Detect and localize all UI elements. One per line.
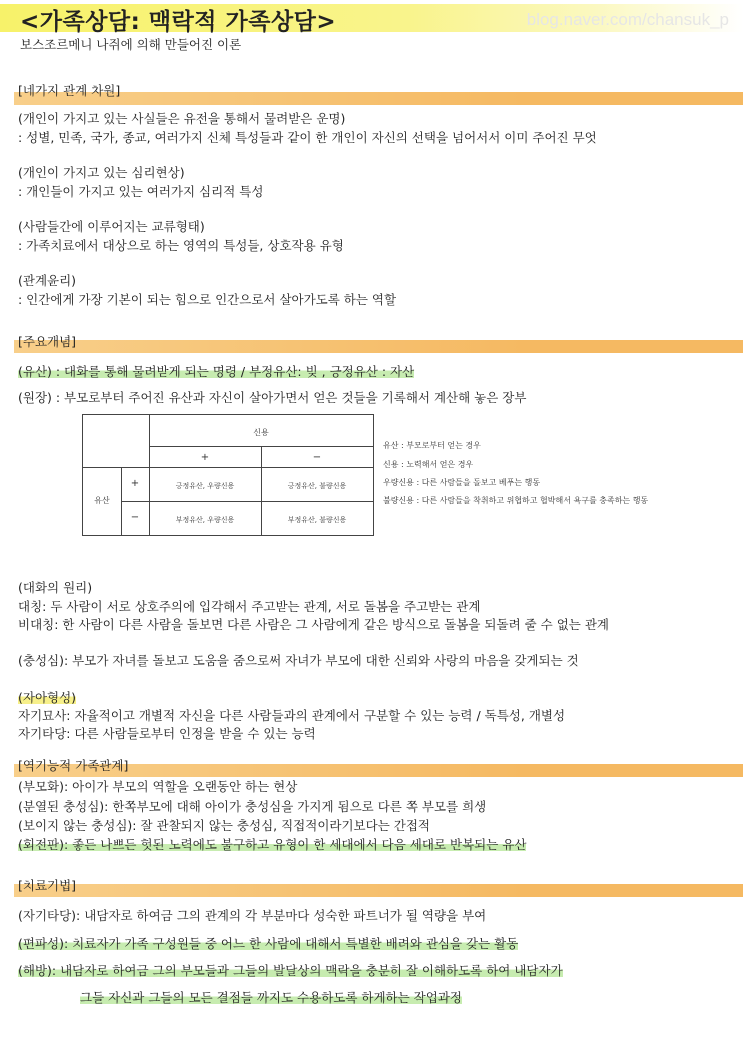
table-cell: 부정유산, 불량신용 [287,516,347,524]
table-legend-item: 우량신용 : 다른 사람들을 돌보고 베푸는 행동 [383,478,541,487]
technique-exoneration: (해방): 내담자로 하여금 그의 부모들과 그들의 발달상의 맥락을 충분히 잘 이해하도록 하여 내담자가 [18,963,563,978]
technique-partiality: (편파성): 치료자가 가족 구성원들 중 어느 한 사람에 대해서 특별한 배려와 관심을 갖는 활동 [18,936,519,951]
self-delineation: 자기묘사: 자율적이고 개별적 자신을 다른 사람들과의 관계에서 구분할 수 있는 능력 / 독특성, 개별성 [18,708,566,723]
table-row-minus: − [130,512,140,523]
table-legend-item: 불량신용 : 다른 사람들을 착취하고 위협하고 협박해서 욕구를 충족하는 행동 [383,496,649,505]
dimension-ethics-title: (관계윤리) [18,273,77,288]
dimension-transactions-desc: : 가족치료에서 대상으로 하는 영역의 특성들, 상호작용 유형 [18,238,344,253]
technique-exoneration-cont: 그들 자신과 그들의 모든 결점들 까지도 수용하도록 하게하는 작업과정 [80,990,462,1005]
table-cell: 긍정유산, 불량신용 [287,482,347,490]
dimension-psychology-desc: : 개인들이 가지고 있는 여러가지 심리적 특성 [18,184,264,199]
dimension-facts-desc: : 성별, 민족, 국가, 종교, 여러가지 신체 특성들과 같이 한 개인이 자신의 선택을 넘어서서 이미 주어진 무엇 [18,130,597,145]
self-formation-title: (자아형성) [18,690,77,705]
table-cell: 긍정유산, 우량신용 [175,482,235,490]
table-legend-item: 신용 : 노력해서 얻은 경우 [383,460,474,469]
section-highlight [14,92,743,105]
loyalty-line: (충성심): 부모가 자녀를 돌보고 도움을 줌으로써 자녀가 부모에 대한 신뢰와 사랑의 마음을 갖게되는 것 [18,653,579,668]
table-row-plus: + [130,478,140,489]
dimension-transactions-title: (사람들간에 이루어지는 교류형태) [18,219,205,234]
dialogue-asymmetric: 비대칭: 한 사람이 다른 사람을 돌보면 다른 사람은 그 사람에게 같은 방식으로 돌봄을 되돌려 줄 수 없는 관계 [18,617,609,632]
dialogue-title: (대화의 원리) [18,580,93,595]
dysfunction-invisible-loyalty: (보이지 않는 충성심): 잘 관찰되지 않는 충성심, 직접적이라기보다는 간접적 [18,818,430,833]
dimension-facts-title: (개인이 가지고 있는 사실들은 유전을 통해서 물려받은 운명) [18,111,346,126]
section-heading-key-concepts: [주요개념] [18,334,77,349]
page-subtitle: 보스조르메니 나쥐에 의해 만들어진 이론 [20,37,242,52]
section-heading-four-dimensions: [네가지 관계 차원] [18,83,121,98]
table-cell: 부정유산, 우량신용 [175,516,235,524]
table-col-minus: − [312,452,322,463]
table-col-header: 신용 [253,428,269,437]
table-row-header: 유산 [94,496,110,505]
section-heading-techniques: [치료기법] [18,878,77,893]
table-legend-item: 유산 : 부모로부터 얻는 경우 [383,441,481,450]
dialogue-symmetric: 대칭: 두 사람이 서로 상호주의에 입각해서 주고받는 관계, 서로 돌봄을 주고받는 관계 [18,599,481,614]
page-title: <가족상담: 맥락적 가족상담> [20,9,337,35]
legacy-line: (유산) : 대화를 통해 물려받게 되는 명령 / 부정유산: 빚 , 긍정유산 : 자산 [18,364,415,379]
technique-self-validation: (자기타당): 내담자로 하여금 그의 관계의 각 부분마다 성숙한 파트너가 될 역량을 부여 [18,908,487,923]
dysfunction-split-loyalty: (분열된 충성심): 한쪽부모에 대해 아이가 충성심을 가지게 됨으로 다른 쪽 부모를 희생 [18,799,487,814]
dysfunction-parentification: (부모화): 아이가 부모의 역할을 오랜동안 하는 현상 [18,779,298,794]
dimension-ethics-desc: : 인간에게 가장 기본이 되는 힘으로 인간으로서 살아가도록 하는 역할 [18,292,397,307]
section-highlight [14,340,743,353]
dysfunction-revolving-slate: (회전판): 좋든 나쁘든 헛된 노력에도 불구하고 유형이 한 세대에서 다음 세대로 반복되는 유산 [18,837,527,852]
watermark: blog.naver.com/chansuk_p [526,10,729,29]
section-heading-dysfunction: [역기능적 가족관계] [18,758,129,773]
legacy-credit-table [82,414,374,536]
self-validation: 자기타당: 다른 사람들로부터 인정을 받을 수 있는 능력 [18,726,316,741]
section-highlight [14,884,743,897]
ledger-line: (원장) : 부모로부터 주어진 유산과 자신이 살아가면서 얻은 것들을 기록해서 계산해 놓은 장부 [18,390,527,405]
table-col-plus: + [200,452,210,463]
dimension-psychology-title: (개인이 가지고 있는 심리현상) [18,165,185,180]
